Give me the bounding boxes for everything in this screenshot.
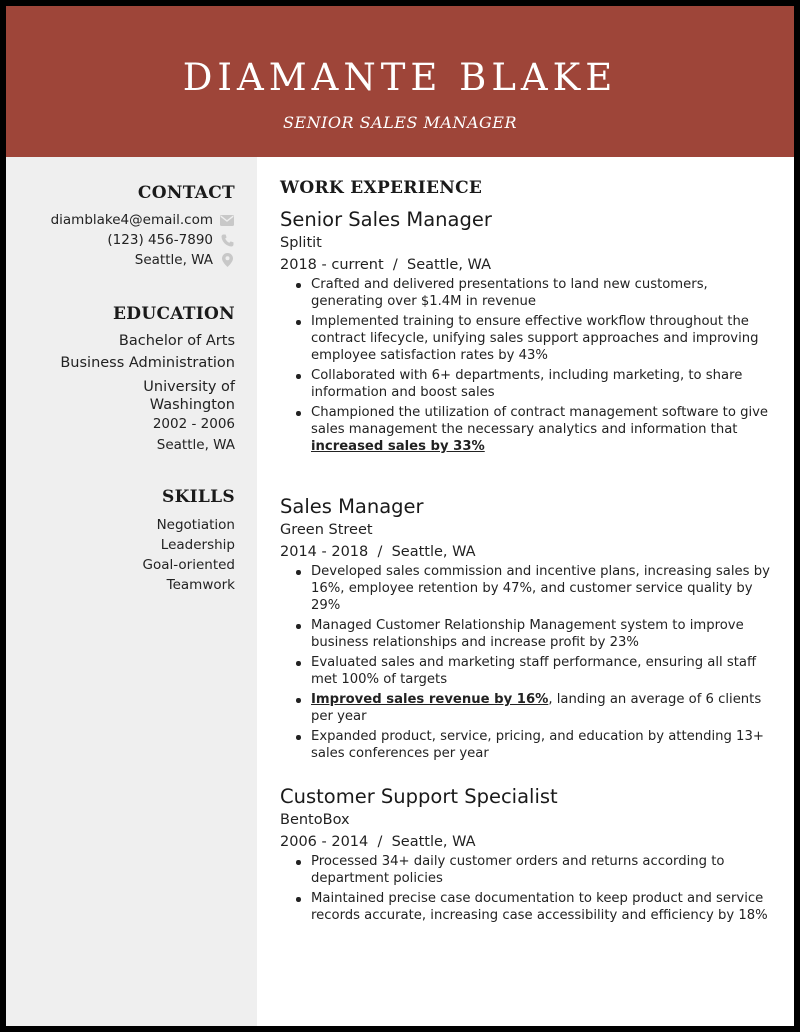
job-location: Seattle, WA <box>407 257 492 273</box>
job-bullets <box>280 853 776 924</box>
job-location: Seattle, WA <box>391 544 476 560</box>
education-years: 2002 - 2006 <box>152 416 235 432</box>
job-dates-location: 2014 - 2018 / Seattle, WA <box>280 544 476 560</box>
job-bullet: Collaborated with 6+ departments, including marketing, to share information and boost sales <box>311 367 776 401</box>
skill-item: Teamwork <box>166 577 235 593</box>
job-bullet: Processed 34+ daily customer orders and returns according to department policies <box>311 853 776 887</box>
candidate-name: DIAMANTE BLAKE <box>182 56 618 99</box>
contact-location: Seattle, WA <box>134 252 213 268</box>
skills-section <box>6 486 235 595</box>
education-location: Seattle, WA <box>156 437 235 453</box>
education-heading: EDUCATION <box>113 304 235 324</box>
education-school-line1: University of <box>143 379 235 395</box>
highlight-metric: increased sales by 33% <box>311 439 485 454</box>
contact-location-line <box>6 250 235 270</box>
job-bullet <box>311 404 776 455</box>
job-entry <box>280 784 776 927</box>
job-bullet: Developed sales commission and incentive plans, increasing sales by 16%, employee retention by 47%, and customer service quality by 29% <box>311 563 776 614</box>
job-company: BentoBox <box>280 812 350 828</box>
bullet-text: Championed the utilization of contract management software to give sales management the necessary analytics and information that <box>311 405 769 437</box>
contact-phone-line <box>6 230 235 250</box>
job-title: Sales Manager <box>280 495 424 518</box>
contact-phone[interactable]: (123) 456-7890 <box>107 232 213 248</box>
skill-item: Leadership <box>160 537 235 553</box>
education-degree: Bachelor of Arts <box>118 333 235 349</box>
job-bullet: Expanded product, service, pricing, and education by attending 13+ sales conferences per year <box>311 728 776 762</box>
bullet-text: , landing an average of 6 clients per year <box>311 692 762 724</box>
contact-email[interactable]: diamblake4@email.com <box>50 212 213 228</box>
map-pin-icon <box>219 253 235 267</box>
job-dates-location: 2018 - current / Seattle, WA <box>280 257 492 273</box>
job-bullet <box>311 691 776 725</box>
job-dates-location: 2006 - 2014 / Seattle, WA <box>280 834 476 850</box>
job-bullet: Crafted and delivered presentations to land new customers, generating over $1.4M in revenue <box>311 276 776 310</box>
job-bullets <box>280 563 776 762</box>
education-school-line2: Washington <box>149 397 235 413</box>
work-experience-heading: WORK EXPERIENCE <box>280 178 483 198</box>
resume-header <box>6 6 794 157</box>
skill-item: Goal-oriented <box>142 557 235 573</box>
envelope-icon <box>219 215 235 226</box>
job-title: Customer Support Specialist <box>280 785 558 808</box>
job-company: Splitit <box>280 235 322 251</box>
phone-icon <box>219 234 235 247</box>
skill-item: Negotiation <box>156 517 235 533</box>
job-entry <box>280 494 776 765</box>
job-dates: 2006 - 2014 <box>280 834 369 850</box>
sidebar <box>6 157 257 1026</box>
job-entry <box>280 207 776 458</box>
highlight-metric: Improved sales revenue by 16% <box>311 692 549 707</box>
education-section <box>6 303 235 456</box>
job-dates: 2014 - 2018 <box>280 544 369 560</box>
job-title: Senior Sales Manager <box>280 208 492 231</box>
contact-section <box>6 182 235 270</box>
job-bullet: Maintained precise case documentation to keep product and service records accurate, increasing case accessibility and efficiency by 18% <box>311 890 776 924</box>
candidate-title: SENIOR SALES MANAGER <box>282 113 518 132</box>
skills-heading: SKILLS <box>162 487 235 507</box>
job-bullet: Implemented training to ensure effective workflow throughout the contract lifecycle, unifying sales support approaches and improving employee satisfaction rates by 43% <box>311 313 776 364</box>
work-experience-section <box>280 176 776 923</box>
job-location: Seattle, WA <box>391 834 476 850</box>
contact-heading: CONTACT <box>137 183 235 203</box>
job-bullet: Evaluated sales and marketing staff performance, ensuring all staff met 100% of targets <box>311 654 776 688</box>
job-bullets <box>280 276 776 455</box>
contact-email-line <box>6 210 235 230</box>
resume-page <box>6 6 794 1026</box>
job-dates: 2018 - current <box>280 257 384 273</box>
job-bullet: Managed Customer Relationship Management system to improve business relationships and increase profit by 23% <box>311 617 776 651</box>
job-company: Green Street <box>280 522 373 538</box>
education-major: Business Administration <box>60 355 235 371</box>
